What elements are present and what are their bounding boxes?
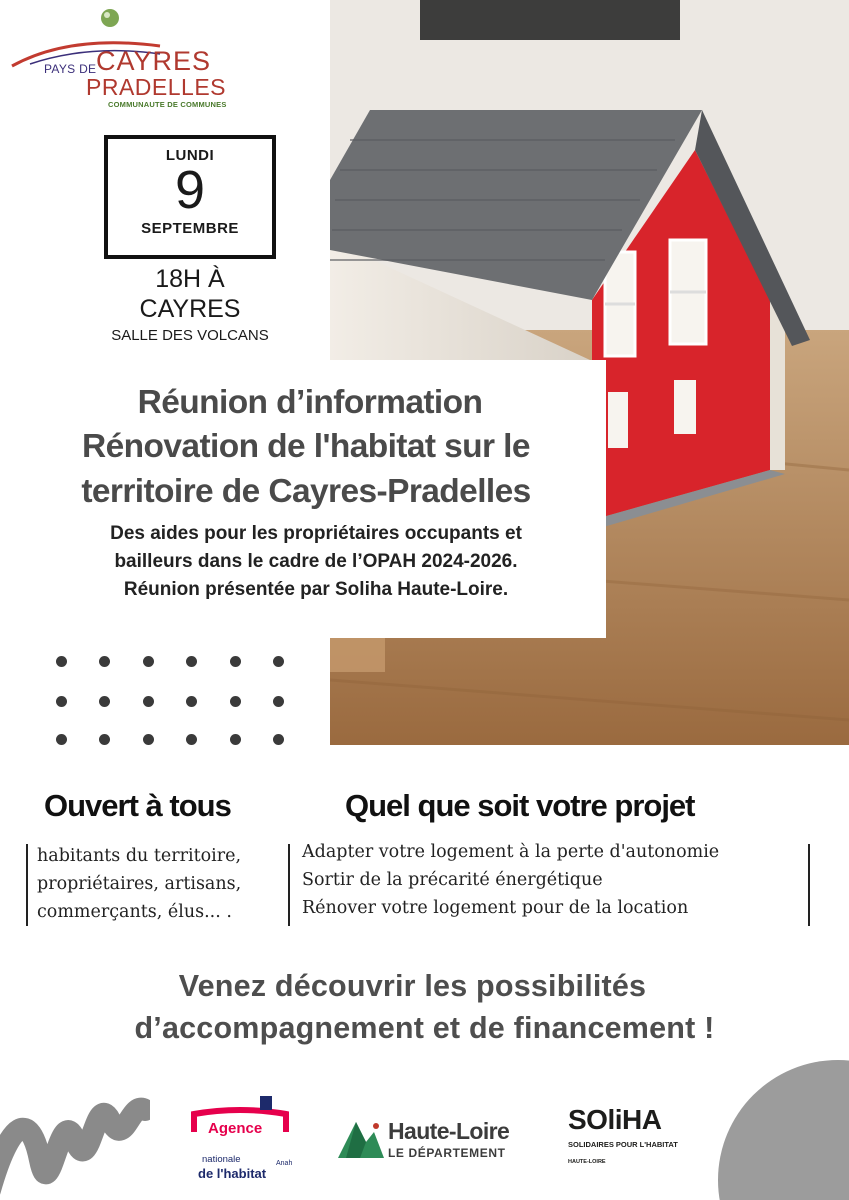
headline-line-3: territoire de Cayres-Pradelles <box>81 473 531 510</box>
gray-circle-decoration <box>718 1060 849 1200</box>
soliha-tagline: SOLIDAIRES POUR L'HABITAT <box>568 1140 678 1149</box>
list-item: propriétaires, artisans, <box>37 874 242 894</box>
haute-loire-name: Haute-Loire <box>388 1118 510 1144</box>
logo-pays-de: PAYS DE <box>44 62 97 76</box>
venue-town: CAYRES <box>139 295 241 323</box>
headline-line-2: Rénovation de l'habitat sur le <box>82 428 530 465</box>
dot-grid-decoration <box>56 656 296 756</box>
audience-left-bar <box>26 844 28 926</box>
list-item: Rénover votre logement pour de la location <box>302 898 689 918</box>
logo-cayres: CAYRES <box>96 46 212 76</box>
cta-line-1: Venez découvrir les possibilités <box>178 969 647 1003</box>
venue-block <box>100 264 280 346</box>
date-month: SEPTEMBRE <box>141 220 239 237</box>
date-weekday: LUNDI <box>165 147 215 164</box>
anah-logo <box>190 1092 310 1184</box>
list-item: habitants du territoire, <box>37 846 242 866</box>
anah-line-2: nationale <box>202 1154 241 1165</box>
organizer-logo <box>10 8 230 112</box>
soliha-region: HAUTE-LOIRE <box>568 1159 606 1165</box>
projects-right-bar <box>808 844 810 926</box>
anah-line-3: de l'habitat <box>198 1166 267 1181</box>
subline-3: Réunion présentée par Soliha Haute-Loire. <box>123 579 509 600</box>
venue-place: SALLE DES VOLCANS <box>111 327 269 344</box>
list-item: Adapter votre logement à la perte d'autonomie <box>302 842 720 862</box>
haute-loire-logo <box>336 1116 536 1166</box>
projects-list <box>302 838 719 922</box>
haute-loire-mountain-icon <box>336 1118 386 1162</box>
date-box <box>104 135 276 259</box>
subline-1: Des aides pour les propriétaires occupants et <box>110 523 522 544</box>
list-item: commerçants, élus... . <box>37 902 232 922</box>
venue-time: 18H À <box>155 265 225 293</box>
soliha-logo <box>566 1104 706 1174</box>
cta-line-2: d’accompagnement et de financement ! <box>134 1011 715 1045</box>
subline-2: bailleurs dans le cadre de l’OPAH 2024-2026. <box>114 551 518 572</box>
date-day: 9 <box>174 160 206 220</box>
projects-left-bar <box>288 844 290 926</box>
audience-list <box>37 842 241 926</box>
squiggle-decoration-icon <box>0 1080 150 1200</box>
projects-title: Quel que soit votre projet <box>345 788 695 823</box>
list-item: Sortir de la précarité énergétique <box>302 870 603 890</box>
soliha-name: SOliHA <box>568 1104 662 1135</box>
headline-line-1: Réunion d’information <box>137 384 483 421</box>
anah-line-1: Agence <box>208 1120 263 1137</box>
haute-loire-subtitle: LE DÉPARTEMENT <box>388 1146 506 1160</box>
logo-communaute: COMMUNAUTE DE COMMUNES <box>108 100 227 109</box>
audience-title: Ouvert à tous <box>44 788 231 823</box>
headline-card <box>0 360 606 638</box>
logo-pradelles: PRADELLES <box>86 74 227 100</box>
anah-tag: Anah <box>276 1160 293 1167</box>
